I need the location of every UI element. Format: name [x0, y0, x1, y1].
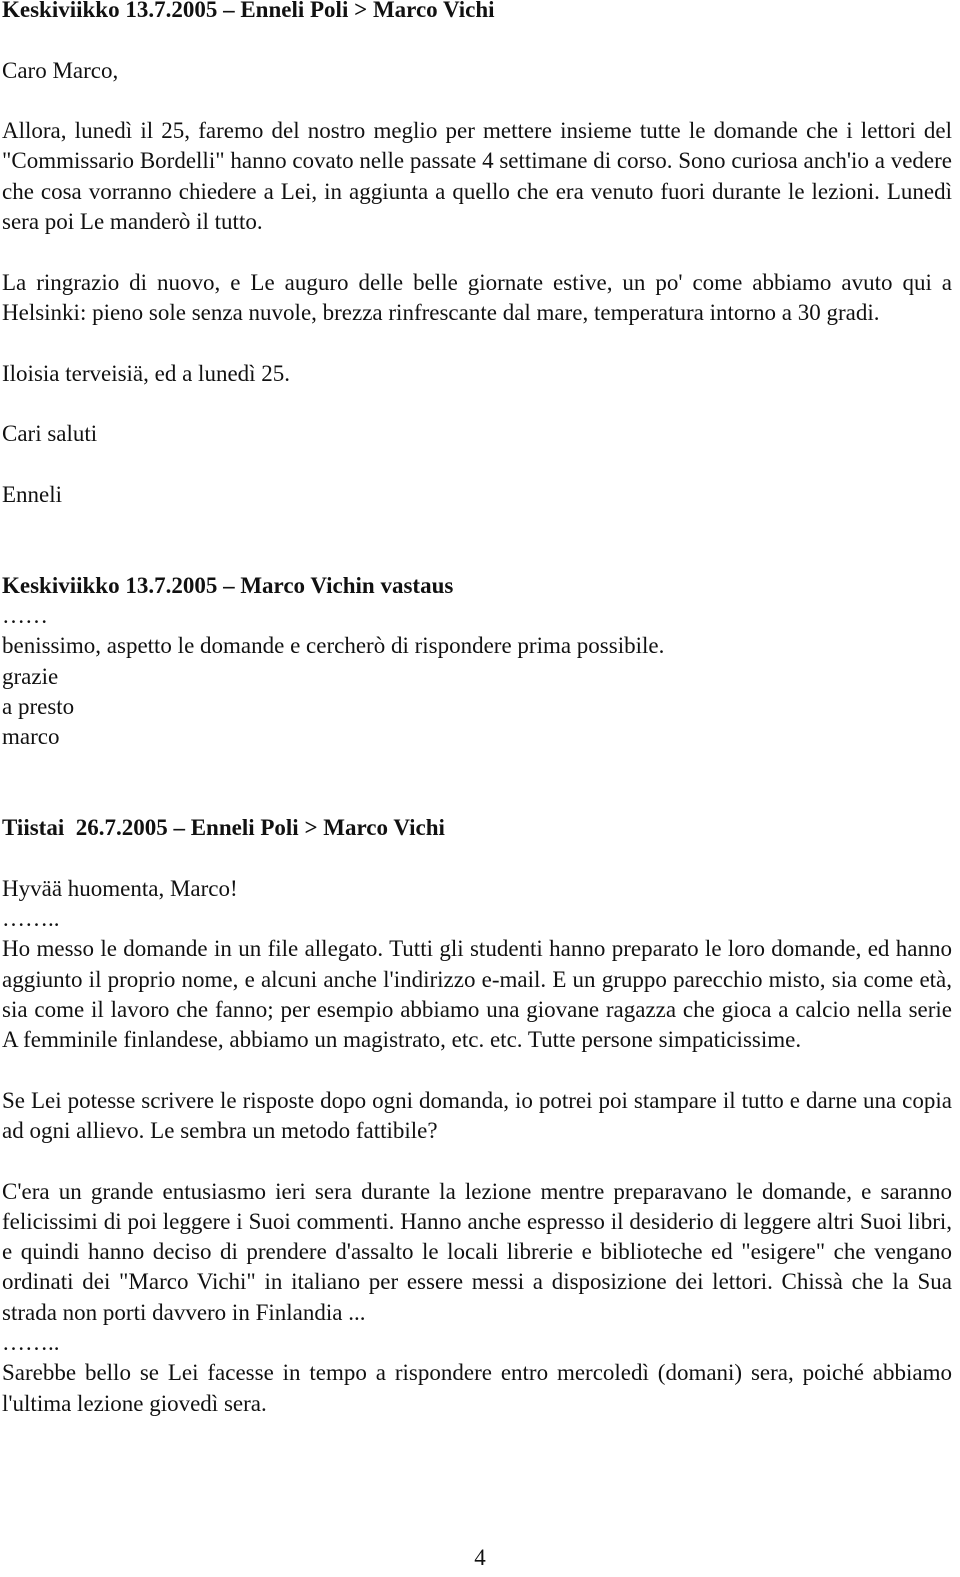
entry-2-ellipsis: …… — [2, 602, 48, 628]
entry-3-ellipsis-1: …….. — [2, 905, 60, 931]
document-page — [2, 0, 952, 1419]
entry-3-ellipsis-2: …….. — [2, 1330, 60, 1356]
entry-2-line-1: benissimo, aspetto le domande e cercherò di rispondere prima possibile. — [2, 633, 665, 659]
entry-3-paragraph-3: C'era un grande entusiasmo ieri sera durante la lezione mentre preparavano le domande, e saranno felicissimi di poi leggere i Suoi commenti. Hanno anche espresso il desiderio di leggere altri Suoi libri, e quindi hanno deciso di prendere d'assalto le locali librerie e biblioteche ed "esigere" che vengano ordinati dei "Marco Vichi" in italiano per essere messi a disposizione dei lettori. Chissà che la Sua strada non porti davvero in Finlandia ... — [2, 1178, 952, 1325]
entry-1-greeting: Caro Marco, — [2, 57, 119, 83]
entry-3-greeting: Hyvää huomenta, Marco! — [2, 875, 238, 901]
entry-3-paragraph-4: Sarebbe bello se Lei facesse in tempo a rispondere entro mercoledì (domani) sera, poiché abbiamo l'ultima lezione giovedì sera. — [2, 1360, 952, 1416]
entry-1-paragraph-1: Allora, lunedì il 25, faremo del nostro meglio per mettere insieme tutte le domande che i lettori del "Commissario Bordelli" hanno covato nelle passate 4 settimane di corso. Sono curiosa anch'io a vedere che cosa vorranno chiedere a Lei, in aggiunta a quello che era venuto fuori durante le lezioni. Lunedì sera poi Le manderò il tutto. — [2, 118, 952, 235]
entry-3-paragraph-1: Ho messo le domande in un file allegato. Tutti gli studenti hanno preparato le loro domande, ed hanno aggiunto il proprio nome, e alcuni anche l'indirizzo e-mail. E un gruppo parecchio misto, sia come età, sia come il lavoro che fanno; per esempio abbiamo una giovane ragazza che gioca a calcio nella serie A femminile finlandese, abbiamo un magistrato, etc. etc. Tutte persone simpaticissime. — [2, 936, 952, 1053]
entry-1-heading: Keskiviikko 13.7.2005 – Enneli Poli > Marco Vichi — [2, 0, 495, 22]
entry-2-line-2: grazie — [2, 663, 59, 689]
entry-2-line-3: a presto — [2, 693, 75, 719]
entry-1-closing-1: Iloisia terveisiä, ed a lunedì 25. — [2, 360, 291, 386]
entry-2-line-4: marco — [2, 724, 60, 750]
entry-3-paragraph-2: Se Lei potesse scrivere le risposte dopo ogni domanda, io potrei poi stampare il tutto e darne una copia ad ogni allievo. Le sembra un metodo fattibile? — [2, 1087, 952, 1143]
entry-1-paragraph-2: La ringrazio di nuovo, e Le auguro delle belle giornate estive, un po' come abbiamo avuto qui a Helsinki: pieno sole senza nuvole, brezza rinfrescante dal mare, temperatura intorno a 30 gradi. — [2, 269, 952, 325]
entry-1-closing-2: Cari saluti — [2, 421, 98, 447]
entry-2-heading: Keskiviikko 13.7.2005 – Marco Vichin vastaus — [2, 572, 454, 598]
entry-1-signature: Enneli — [2, 481, 63, 507]
entry-3-heading: Tiistai 26.7.2005 – Enneli Poli > Marco Vichi — [2, 815, 445, 841]
page-number: 4 — [474, 1545, 486, 1570]
